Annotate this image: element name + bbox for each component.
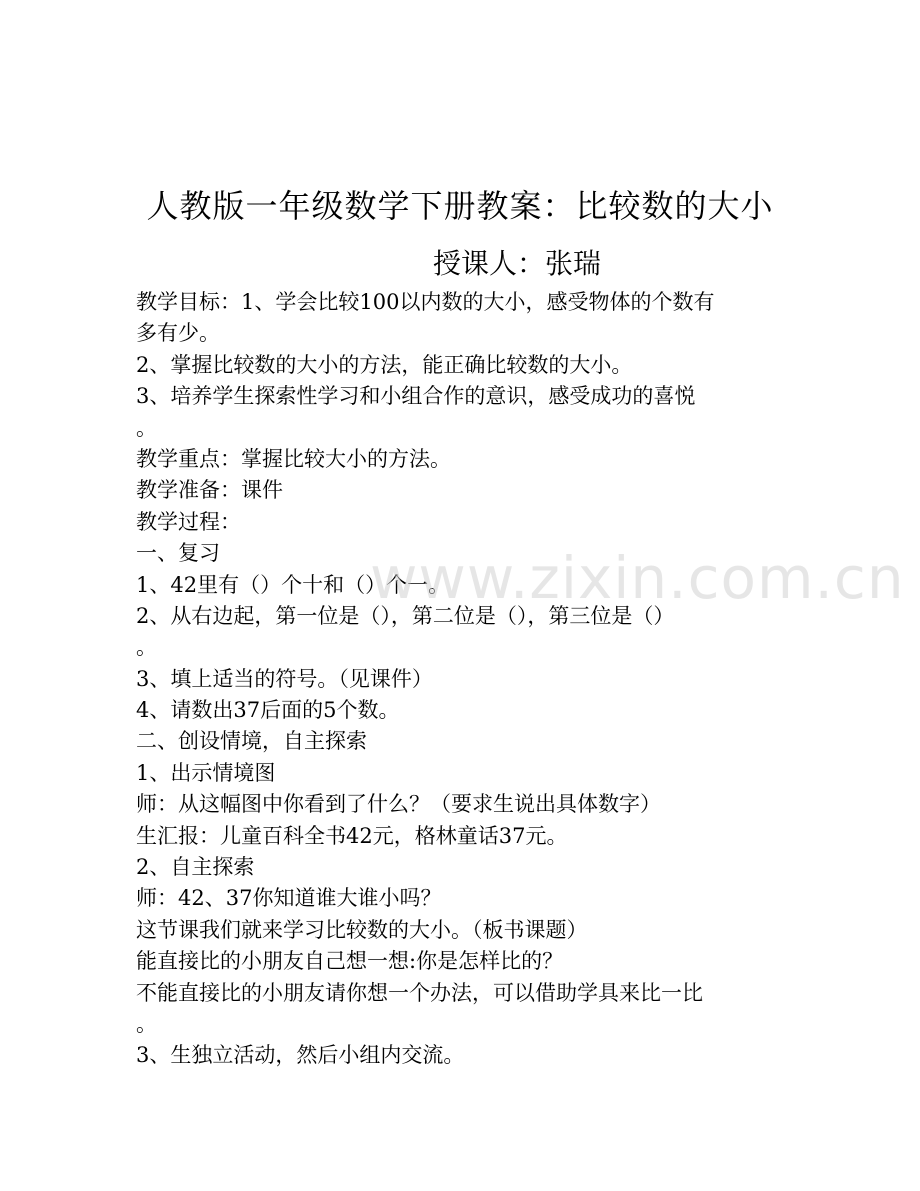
- text-line: 1、出示情境图: [136, 760, 276, 785]
- text-line: 多有少。: [136, 321, 220, 346]
- text-line: 这节课我们就来学习比较数的大小。（板书课题）: [136, 917, 588, 942]
- teacher-name: 授课人：张瑞: [433, 247, 602, 280]
- text-line: 不能直接比的小朋友请你想一个办法，可以借助学具来比一比: [136, 980, 703, 1005]
- text-line: 师：42、37你知道谁大谁小吗？: [136, 886, 442, 911]
- text-line: 能直接比的小朋友自己想一想:你是怎样比的？: [136, 949, 564, 974]
- text-line: 2、掌握比较数的大小的方法，能正确比较数的大小。: [136, 352, 633, 377]
- text-line: 生汇报：儿童百科全书42元，格林童话37元。: [136, 823, 568, 848]
- document-title: 人教版一年级数学下册教案：比较数的大小: [146, 187, 774, 225]
- text-line: 3、填上适当的符号。（见课件）: [136, 666, 433, 691]
- text-line: 2、自主探索: [136, 855, 255, 880]
- text-line: 3、培养学生探索性学习和小组合作的意识，感受成功的喜悦: [136, 384, 696, 409]
- text-line: 师：从这幅图中你看到了什么？（要求生说出具体数字）: [136, 792, 661, 817]
- watermark: www.zixin.com.cn: [370, 544, 905, 612]
- text-line: 。: [136, 415, 157, 440]
- text-line: 二、创设情境，自主探索: [136, 729, 367, 754]
- text-line: 4、请数出37后面的5个数。: [136, 698, 400, 723]
- document-body: [136, 287, 796, 1072]
- text-line: 3、生独立活动，然后小组内交流。: [136, 1043, 465, 1068]
- text-line: 教学重点：掌握比较大小的方法。: [136, 446, 451, 471]
- text-line: 教学准备：课件: [136, 478, 283, 503]
- text-line: 一、复习: [136, 541, 220, 566]
- text-line: 1、42里有（）个十和（）个一。: [136, 572, 450, 597]
- text-line: 教学目标：1、学会比较100以内数的大小，感受物体的个数有: [136, 290, 715, 314]
- text-line: 。: [136, 635, 157, 660]
- text-line: 。: [136, 1011, 157, 1036]
- text-line: 教学过程：: [136, 509, 241, 534]
- text-line: 2、从右边起，第一位是（），第二位是（），第三位是（）: [136, 603, 675, 628]
